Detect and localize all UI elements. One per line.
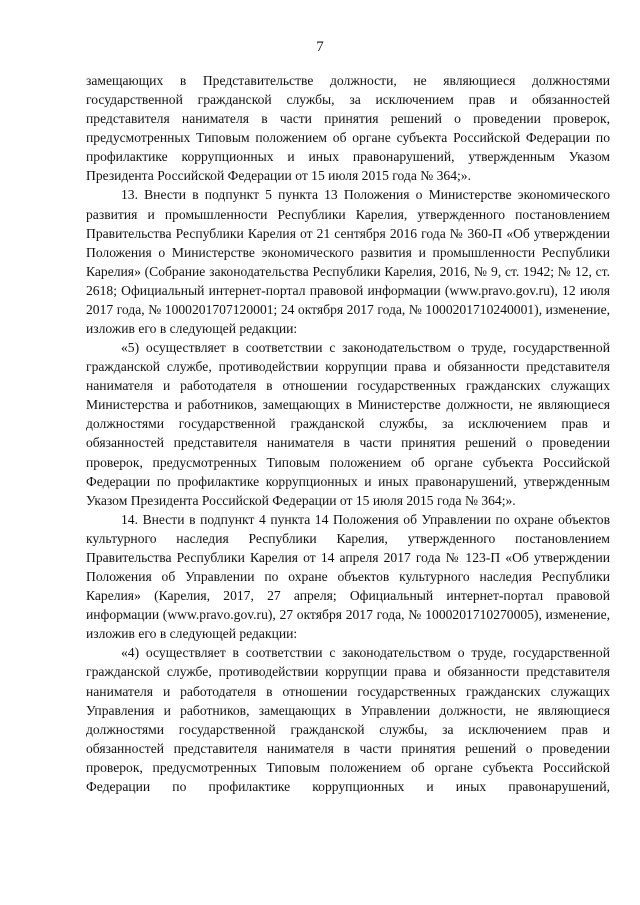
paragraph-item-14: 14. Внести в подпункт 4 пункта 14 Положения об Управлении по охране объектов культурного наследия Республики Карелия, утвержденного постановлением Правительства Республики Карелия от 14 апреля 2017 года № 123-П «Об утверждении Положения об Управлении по охране объектов культурного наследия Республики Карелия» (Карелия, 2017, 27 апреля; Официальный интернет-портал правовой информации (www.pravo.gov.ru), 27 октября 2017 года, № 1000201710270005), изменение, изложив его в следующей редакции:	[86, 511, 610, 642]
page-number: 7	[316, 39, 324, 55]
paragraph-quote-4: «4) осуществляет в соответствии с законодательством о труде, государственной гражданской службе, противодействии коррупции права и обязанности представителя нанимателя и работодателя в отношении государственных гражданских служащих Управления и работников, замещающих в Управлении должности, не являющиеся должностями государственной гражданской службы, за исключением прав и обязанностей представителя нанимателя в части принятия решений о проведении проверок, предусмотренных Типовым положением об органе субъекта Российской Федерации по профилактике коррупционных и иных правонарушений,	[86, 645, 610, 794]
paragraph-item-13: 13. Внести в подпункт 5 пункта 13 Положения о Министерстве экономического развития и промышленности Республики Карелия, утвержденного постановлением Правительства Республики Карелия от 21 сентября 2016 года № 360-П «Об утверждении Положения о Министерстве экономического развития и промышленности Республики Карелия» (Собрание законодательства Республики Карелия, 2016, № 9, ст. 1942; № 12, ст. 2618; Официальный интернет-портал правовой информации (www.pravo.gov.ru), 12 июля 2017 года, № 1000201707120001; 24 октября 2017 года, № 1000201710240001), изменение, изложив его в следующей редакции:	[86, 187, 610, 337]
paragraph-quote-5: «5) осуществляет в соответствии с законодательством о труде, государственной гражданской службе, противодействии коррупции права и обязанности представителя нанимателя и работодателя в отношении государственных гражданских служащих Министерства и работников, замещающих в Министерстве должности, не являющиеся должностями государственной гражданской службы, за исключением прав и обязанностей представителя нанимателя в части принятия решений о проведении проверок, предусмотренных Типовым положением об органе субъекта Российской Федерации по профилактике коррупционных и иных правонарушений, утвержденным Указом Президента Российской Федерации от 15 июля 2015 года № 364;».	[86, 340, 610, 508]
document-body	[86, 71, 610, 796]
paragraph-continuation: замещающих в Представительстве должности, не являющиеся должностями государственной гражданской службы, за исключением прав и обязанностей представителя нанимателя в части принятия решений о проведении проверок, предусмотренных Типовым положением об органе субъекта Российской Федерации по профилактике коррупционных и иных правонарушений, утвержденным Указом Президента Российской Федерации от 15 июля 2015 года № 364;».	[86, 73, 610, 184]
